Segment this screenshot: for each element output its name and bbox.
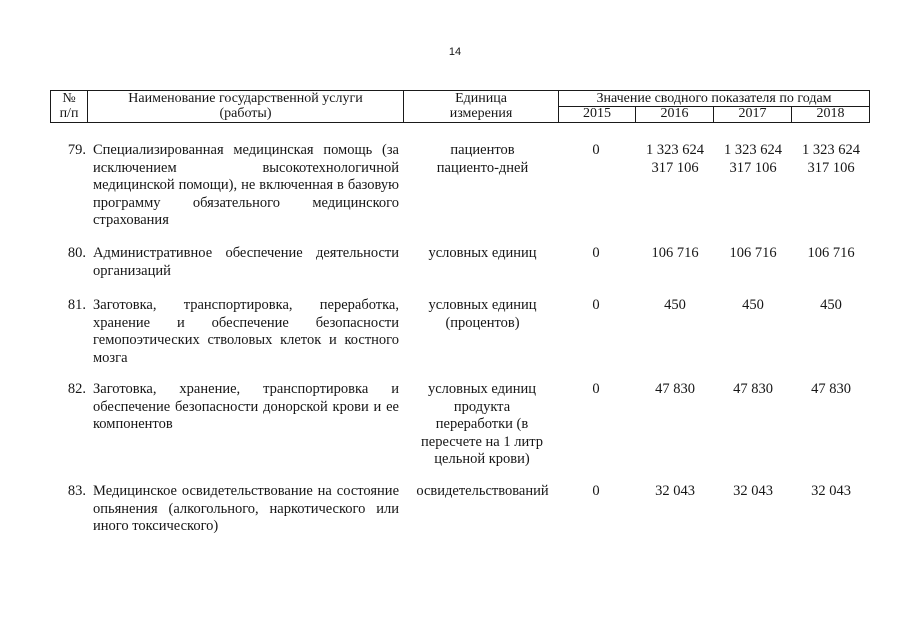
header-year-2018: 2018	[816, 106, 845, 121]
row-number: 80.	[67, 245, 86, 261]
value-2017: 106 716	[729, 245, 777, 261]
value-2018: 106 716	[807, 245, 855, 261]
unit-text: освидетельствований	[416, 483, 549, 499]
value-2018: 47 830	[811, 381, 851, 397]
row-number: 83.	[67, 483, 86, 499]
col-border-right	[869, 90, 870, 122]
value-2018: 1 323 624 317 106	[802, 142, 860, 176]
service-name: Административное обеспечение деятельности организаций	[93, 245, 399, 279]
page-number: 14	[448, 46, 462, 58]
header-bottom-border	[50, 122, 870, 123]
service-name: Специализированная медицинская помощь (за исключением высокотехнологичной медицинской помощи), не включенная в базовую программу обязательного медицинского страхования	[93, 142, 399, 228]
header-name-line2: (работы)	[219, 106, 272, 121]
unit-of-measure	[418, 381, 546, 469]
unit-of-measure	[405, 245, 560, 263]
unit-of-measure	[405, 297, 560, 332]
value-2017: 1 323 624 317 106	[724, 142, 782, 176]
header-unit-line1: Единица	[455, 91, 507, 106]
header-year-2017: 2017	[738, 106, 767, 121]
unit-text: условных единиц (процентов)	[428, 297, 537, 331]
unit-text: пациентов пациенто-дней	[436, 142, 529, 176]
value-2016: 47 830	[655, 381, 695, 397]
unit-text: условных единиц продукта переработки (в пересчете на 1 литр цельной крови)	[421, 381, 543, 467]
value-2016: 450	[664, 297, 686, 313]
value-2015: 0	[592, 483, 600, 499]
header-unit-line2: измерения	[449, 106, 513, 121]
header-no-line2: п/п	[59, 106, 79, 121]
value-2016: 32 043	[655, 483, 695, 499]
value-2017: 450	[742, 297, 764, 313]
value-2015: 0	[592, 381, 600, 397]
unit-of-measure	[405, 142, 560, 177]
unit-text: условных единиц	[428, 245, 537, 261]
value-2015: 0	[592, 245, 600, 261]
value-2018: 32 043	[811, 483, 851, 499]
value-2015: 0	[592, 142, 600, 158]
header-year-2015: 2015	[583, 106, 611, 121]
value-2017: 47 830	[733, 381, 773, 397]
row-number: 79.	[67, 142, 86, 158]
row-number: 81.	[67, 297, 86, 313]
row-number: 82.	[67, 381, 86, 397]
header-values-group: Значение сводного показателя по годам	[596, 91, 832, 106]
value-2018: 450	[820, 297, 842, 313]
service-name: Медицинское освидетельствование на состояние опьянения (алкогольного, наркотического или иного токсического)	[93, 483, 399, 534]
value-2015: 0	[592, 297, 600, 313]
service-name: Заготовка, хранение, транспортировка и обеспечение безопасности донорской крови и ее компонентов	[93, 381, 399, 432]
header-year-2016: 2016	[660, 106, 689, 121]
header-name-line1: Наименование государственной услуги	[128, 91, 363, 106]
value-2017: 32 043	[733, 483, 773, 499]
value-2016: 1 323 624 317 106	[646, 142, 704, 176]
service-name: Заготовка, транспортировка, переработка, хранение и обеспечение безопасности гемопоэтических стволовых клеток и костного мозга	[93, 297, 399, 366]
header-no-line1: №	[62, 91, 76, 106]
unit-of-measure	[405, 483, 560, 501]
value-2016: 106 716	[651, 245, 699, 261]
